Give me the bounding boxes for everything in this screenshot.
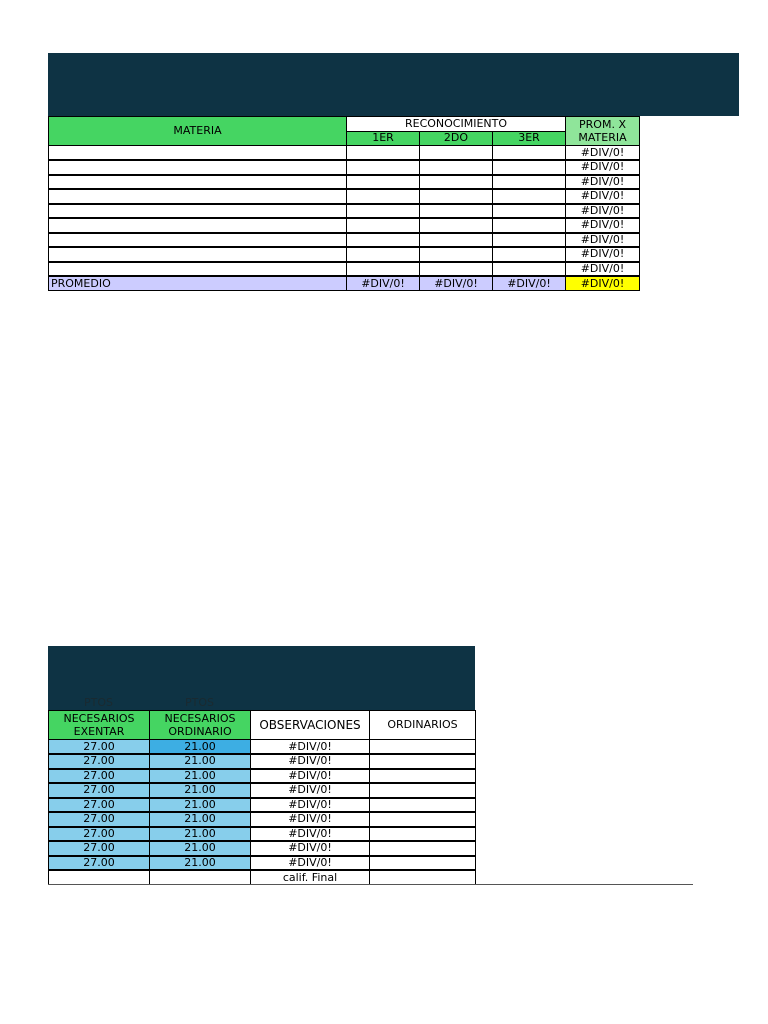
table-row (49, 769, 476, 784)
period-cell[interactable] (493, 262, 566, 277)
table-row (49, 783, 476, 798)
table-row (49, 812, 476, 827)
period-cell[interactable] (493, 247, 566, 262)
period-cell[interactable] (347, 160, 420, 175)
prom-cell[interactable]: #DIV/0! (566, 175, 640, 190)
materia-cell[interactable] (49, 218, 347, 233)
promedio-label: PROMEDIO (49, 276, 347, 291)
materia-cell[interactable] (49, 189, 347, 204)
observaciones-cell[interactable]: #DIV/0! (251, 754, 370, 769)
ordinarios-cell[interactable] (370, 827, 476, 842)
prom-cell[interactable]: #DIV/0! (566, 189, 640, 204)
period-cell[interactable] (347, 233, 420, 248)
period-cell[interactable] (493, 146, 566, 161)
table-row (49, 798, 476, 813)
period-cell[interactable] (420, 204, 493, 219)
table-row (49, 856, 476, 871)
prom-header-line1: PROM. X (579, 118, 626, 131)
period-cell[interactable] (347, 218, 420, 233)
period-cell[interactable] (420, 160, 493, 175)
ordinarios-cell[interactable] (370, 754, 476, 769)
ordinario-cell[interactable]: 21.00 (150, 856, 251, 871)
ordinarios-cell[interactable] (370, 856, 476, 871)
ordinario-header-line1: NECESARIOS (164, 712, 236, 725)
exentar-cell[interactable]: 27.00 (49, 812, 150, 827)
prom-cell[interactable]: #DIV/0! (566, 146, 640, 161)
prom-header-line2: MATERIA (578, 131, 627, 144)
table-row (49, 740, 476, 755)
observaciones-header: OBSERVACIONES (251, 711, 370, 740)
table-row (49, 146, 640, 161)
period-cell[interactable] (493, 204, 566, 219)
observaciones-cell[interactable]: #DIV/0! (251, 841, 370, 856)
ordinarios-cell[interactable] (370, 841, 476, 856)
divider-line (48, 884, 693, 885)
materia-cell[interactable] (49, 247, 347, 262)
period-1-header: 1ER (347, 131, 420, 146)
grades-table (48, 116, 640, 291)
ordinario-cell[interactable]: 21.00 (150, 841, 251, 856)
table-row (49, 218, 640, 233)
ordinario-header-line2: ORDINARIO (168, 725, 232, 738)
prom-cell[interactable]: #DIV/0! (566, 160, 640, 175)
table-row (49, 189, 640, 204)
ptos-label-exentar: PTOS (84, 696, 113, 709)
ptos-label-ordinario: PTOS (185, 696, 214, 709)
table-row (49, 233, 640, 248)
prom-cell[interactable]: #DIV/0! (566, 204, 640, 219)
exentar-cell[interactable]: 27.00 (49, 827, 150, 842)
materia-cell[interactable] (49, 146, 347, 161)
materia-cell[interactable] (49, 233, 347, 248)
reconocimiento-header: RECONOCIMIENTO (347, 117, 566, 132)
period-cell[interactable] (493, 160, 566, 175)
exentar-cell[interactable]: 27.00 (49, 783, 150, 798)
observaciones-cell[interactable]: #DIV/0! (251, 783, 370, 798)
materia-cell[interactable] (49, 204, 347, 219)
table-row (49, 247, 640, 262)
period-cell[interactable] (347, 189, 420, 204)
prom-cell[interactable]: #DIV/0! (566, 233, 640, 248)
exentar-header-line2: EXENTAR (73, 725, 125, 738)
final-ordinarios[interactable] (370, 870, 476, 885)
period-cell[interactable] (347, 175, 420, 190)
exentar-cell[interactable]: 27.00 (49, 841, 150, 856)
materia-cell[interactable] (49, 160, 347, 175)
ordinarios-header: ORDINARIOS (370, 711, 476, 740)
prom-cell[interactable]: #DIV/0! (566, 218, 640, 233)
promedio-total[interactable]: #DIV/0! (566, 276, 640, 291)
table-row (49, 204, 640, 219)
ordinario-cell[interactable]: 21.00 (150, 812, 251, 827)
promedio-1[interactable]: #DIV/0! (347, 276, 420, 291)
promedio-2[interactable]: #DIV/0! (420, 276, 493, 291)
ordinario-cell[interactable]: 21.00 (150, 740, 251, 755)
exentar-cell[interactable]: 27.00 (49, 769, 150, 784)
promedio-row (49, 276, 640, 291)
ordinarios-cell[interactable] (370, 812, 476, 827)
period-cell[interactable] (420, 233, 493, 248)
observaciones-cell[interactable]: #DIV/0! (251, 798, 370, 813)
observaciones-cell[interactable]: #DIV/0! (251, 769, 370, 784)
observaciones-cell[interactable]: #DIV/0! (251, 827, 370, 842)
ordinarios-cell[interactable] (370, 798, 476, 813)
period-cell[interactable] (420, 146, 493, 161)
period-cell[interactable] (347, 204, 420, 219)
period-3-header: 3ER (493, 131, 566, 146)
points-table (48, 710, 476, 885)
period-cell[interactable] (493, 218, 566, 233)
final-label: calif. Final (251, 870, 370, 885)
ordinarios-cell[interactable] (370, 769, 476, 784)
table-row (49, 160, 640, 175)
exentar-header-line1: NECESARIOS (63, 712, 135, 725)
period-cell[interactable] (420, 218, 493, 233)
final-empty-1[interactable] (49, 870, 150, 885)
exentar-cell[interactable]: 27.00 (49, 798, 150, 813)
observaciones-cell[interactable]: #DIV/0! (251, 856, 370, 871)
table-row (49, 827, 476, 842)
period-cell[interactable] (420, 189, 493, 204)
table-row (49, 841, 476, 856)
exentar-cell[interactable]: 27.00 (49, 754, 150, 769)
exentar-cell[interactable]: 27.00 (49, 740, 150, 755)
ordinario-cell[interactable]: 21.00 (150, 798, 251, 813)
final-row (49, 870, 476, 885)
prom-cell[interactable]: #DIV/0! (566, 247, 640, 262)
ordinario-header (150, 711, 251, 740)
ordinario-cell[interactable]: 21.00 (150, 769, 251, 784)
period-cell[interactable] (420, 247, 493, 262)
top-banner (48, 53, 739, 116)
ordinario-cell[interactable]: 21.00 (150, 754, 251, 769)
period-cell[interactable] (347, 262, 420, 277)
final-empty-2[interactable] (150, 870, 251, 885)
period-cell[interactable] (493, 233, 566, 248)
period-cell[interactable] (347, 247, 420, 262)
period-cell[interactable] (420, 262, 493, 277)
ordinario-cell[interactable]: 21.00 (150, 827, 251, 842)
table-row (49, 754, 476, 769)
ordinarios-cell[interactable] (370, 740, 476, 755)
exentar-header (49, 711, 150, 740)
table-row (49, 262, 640, 277)
ordinarios-cell[interactable] (370, 783, 476, 798)
promedio-3[interactable]: #DIV/0! (493, 276, 566, 291)
period-cell[interactable] (493, 189, 566, 204)
materia-header: MATERIA (49, 117, 347, 146)
period-cell[interactable] (347, 146, 420, 161)
exentar-cell[interactable]: 27.00 (49, 856, 150, 871)
materia-cell[interactable] (49, 262, 347, 277)
materia-cell[interactable] (49, 175, 347, 190)
ordinario-cell[interactable]: 21.00 (150, 783, 251, 798)
table-row (49, 175, 640, 190)
prom-materia-header (566, 117, 640, 146)
observaciones-cell[interactable]: #DIV/0! (251, 740, 370, 755)
observaciones-cell[interactable]: #DIV/0! (251, 812, 370, 827)
period-2-header: 2DO (420, 131, 493, 146)
period-cell[interactable] (420, 175, 493, 190)
prom-cell[interactable]: #DIV/0! (566, 262, 640, 277)
period-cell[interactable] (493, 175, 566, 190)
